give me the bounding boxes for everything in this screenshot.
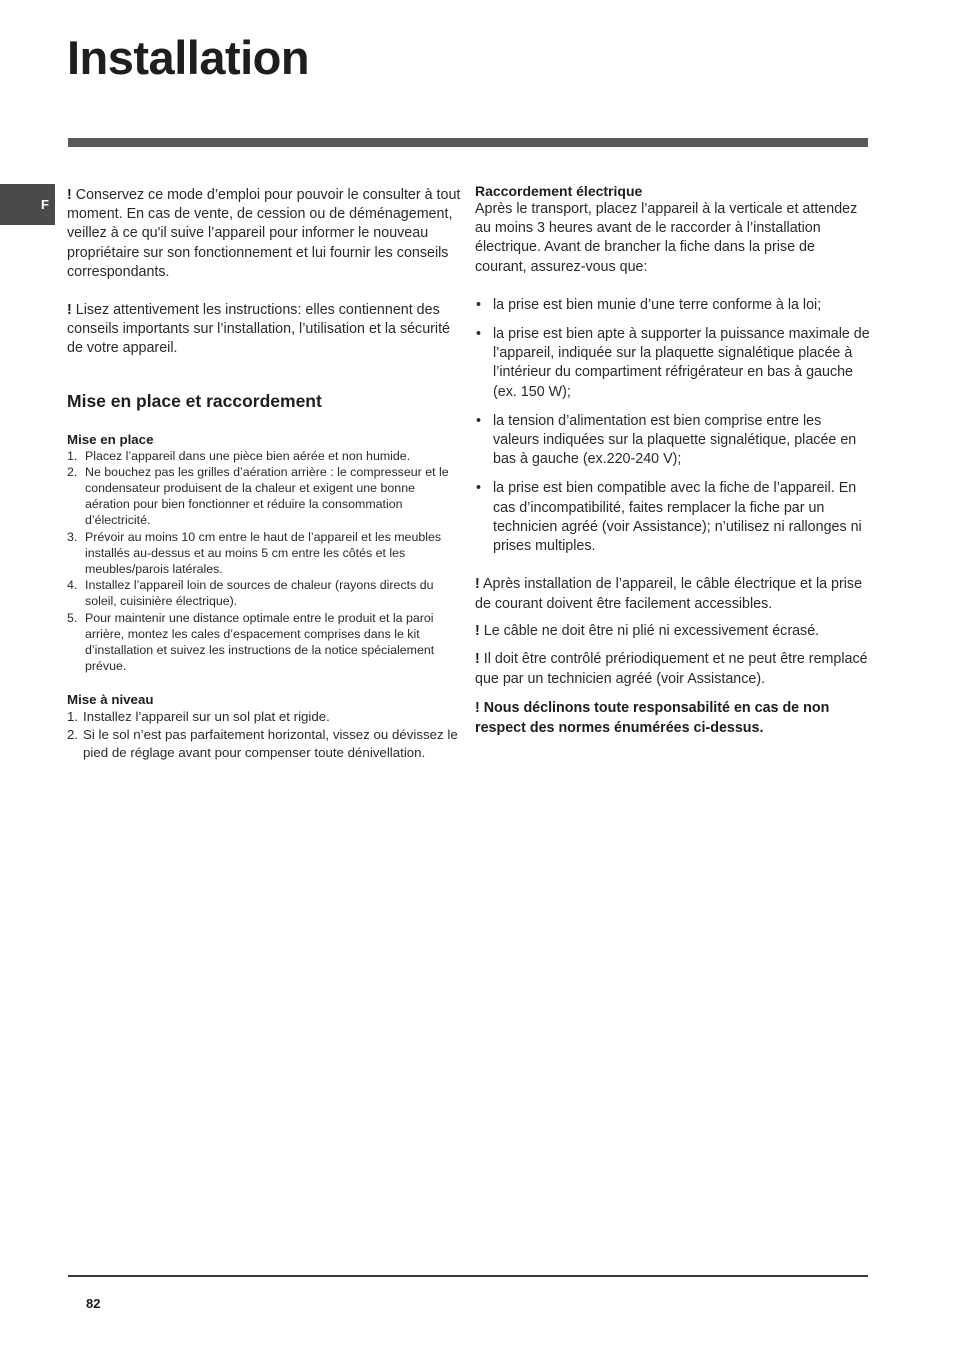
page-number: 82: [86, 1296, 101, 1311]
exclamation-mark: !: [475, 651, 480, 668]
left-column: [67, 186, 462, 761]
note-accessibility: ! Après installation de l’appareil, le câble électrique et la prise de courant doivent être facilement accessibles.: [475, 576, 863, 612]
list-item: 4. Installez l’appareil loin de sources de chaleur (rayons directs du soleil, cuisinière électrique).: [67, 578, 434, 609]
mise-a-niveau-list: [67, 708, 462, 761]
raccordement-heading: Raccordement électrique: [475, 183, 643, 199]
bullet-icon: •: [476, 412, 482, 429]
right-column: [475, 183, 870, 738]
top-divider: [68, 138, 868, 147]
list-item: • la prise est bien munie d’une terre conforme à la loi;: [475, 296, 870, 315]
list-item: • la prise est bien compatible avec la fiche de l’appareil. En cas d’incompatibilité, faites remplacer la fiche par un technicien agréé (voir Assistance); n’utilisez ni rallonges ni prises multiples.: [476, 480, 862, 555]
note-inspection: ! Il doit être contrôlé prériodiquement et ne peut être remplacé que par un technicien agréé (voir Assistance).: [475, 651, 868, 687]
list-item: 2. Si le sol n’est pas parfaitement horizontal, vissez ou dévissez le pied de réglage avant pour compenser toute dénivellation.: [67, 727, 458, 760]
exclamation-mark: !: [475, 623, 480, 640]
section-heading: Mise en place et raccordement: [67, 390, 322, 411]
mise-en-place-heading: Mise en place: [67, 431, 154, 447]
list-item: • la tension d’alimentation est bien comprise entre les valeurs indiquées sur la plaquette signalétique, placée en bas à gauche (ex.220-240 V);: [476, 412, 857, 468]
page-title: Installation: [67, 31, 310, 84]
bottom-divider: [68, 1275, 868, 1277]
language-tab: F: [0, 184, 55, 225]
requirements-list: [475, 296, 870, 556]
list-item: • la prise est bien apte à supporter la puissance maximale de l’appareil, indiquée sur la plaquette signalétique placée à l’intérieur du compartiment réfrigérateur en bas à gauche (ex. 150 W);: [476, 326, 870, 400]
exclamation-mark: !: [67, 187, 72, 203]
mise-a-niveau-heading: Mise à niveau: [67, 692, 154, 708]
list-item: 5. Pour maintenir une distance optimale entre le produit et la paroi arrière, montez les cales d’espacement comprises dans le kit d’installation et suivez les instructions de la notice spécialement prévue.: [67, 610, 435, 674]
liability-warning: ! Nous déclinons toute responsabilité en cas de non respect des normes énumérées ci-dessus.: [475, 700, 830, 736]
note-cable: ! Le câble ne doit être ni plié ni excessivement écrasé.: [475, 623, 820, 640]
exclamation-mark: !: [67, 302, 72, 319]
list-item: 3. Prévoir au moins 10 cm entre le haut de l’appareil et les meubles installés au-dessus et au moins 5 cm entre les côtés et les meubles/parois latérales.: [67, 529, 442, 577]
list-item: 1. Installez l’appareil sur un sol plat et rigide.: [67, 709, 330, 725]
raccordement-intro: Après le transport, placez l’appareil à la verticale et attendez au moins 3 heures avant de le raccorder à l’installation électrique. Avant de brancher la fiche dans la prise de courant, assurez-vous que:: [475, 201, 858, 275]
list-item: 2. Ne bouchez pas les grilles d’aération arrière : le compresseur et le condensateur produisent de la chaleur et exigent une bonne aération pour bien fonctionner et réduire la consommation d’électricité.: [67, 464, 449, 528]
mise-en-place-list: [67, 448, 462, 675]
bullet-icon: •: [476, 480, 482, 497]
intro-paragraph-1: ! Conservez ce mode d’emploi pour pouvoir le consulter à tout moment. En cas de vente, de cession ou de déménagement, veillez à ce qu'il suive l’appareil pour informer le nouveau propriétaire sur son fonctionnement et lui fournir les conseils correspondants.: [67, 187, 461, 280]
intro-paragraph-2: ! Lisez attentivement les instructions: elles contiennent des conseils importants sur l’installation, l’utilisation et la sécurité de votre appareil.: [67, 302, 451, 357]
list-item: 1. Placez l’appareil dans une pièce bien aérée et non humide.: [67, 448, 411, 463]
exclamation-mark: !: [475, 576, 480, 593]
bullet-icon: •: [476, 326, 482, 343]
bullet-icon: •: [476, 296, 482, 313]
